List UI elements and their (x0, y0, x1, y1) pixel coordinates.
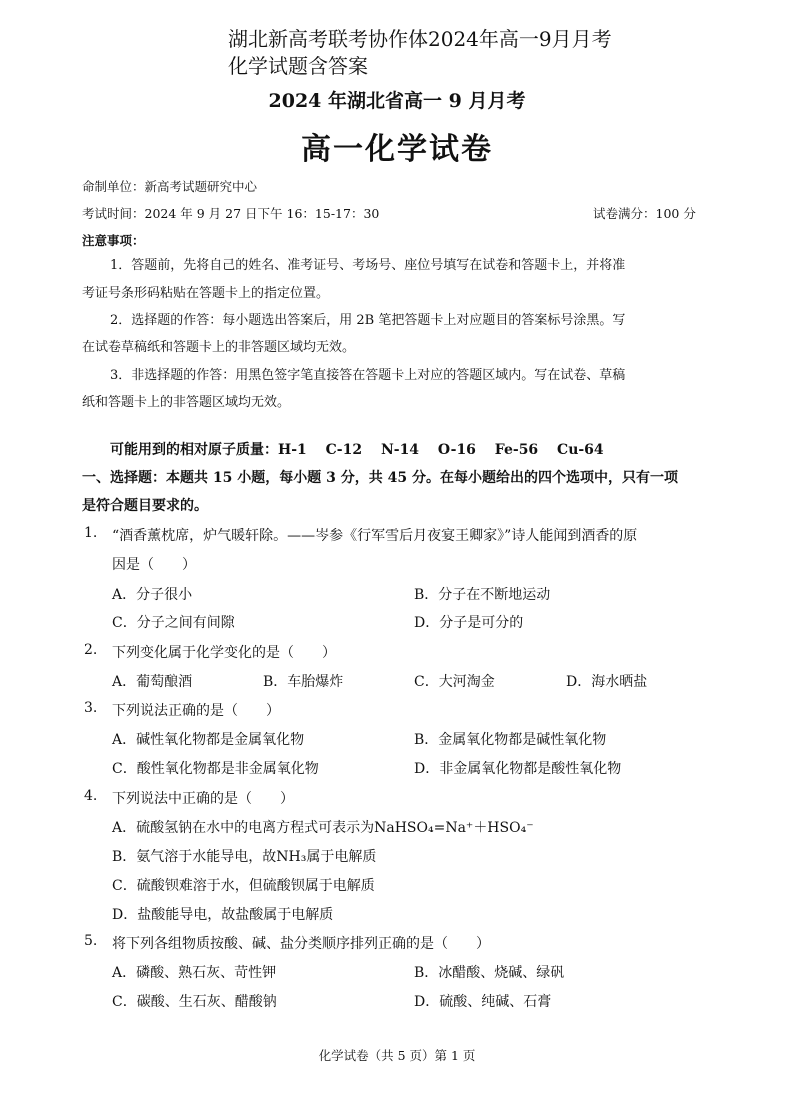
note-line: 纸和答题卡上的非答题区域均无效。 (82, 395, 291, 410)
option-d: D．海水晒盐 (566, 674, 648, 690)
option-a (112, 817, 534, 837)
option-a: A．葡萄酿酒 (112, 674, 193, 690)
note-line: 考证号条形码粘贴在答题卡上的指定位置。 (82, 286, 330, 301)
option-a: A．磷酸、熟石灰、苛性钾 (112, 965, 277, 981)
question-stem: 下列说法中正确的是（ ） (112, 791, 294, 807)
full-score: 试卷满分：100 分 (593, 206, 696, 221)
author-unit: 命制单位：新高考试题研究中心 (82, 179, 258, 194)
question-stem-cont: 因是（ ） (112, 557, 196, 573)
note-line: 在试卷草稿纸和答题卡上的非答题区域均无效。 (82, 340, 356, 355)
question-stem: 将下列各组物质按酸、碱、盐分类顺序排列正确的是（ ） (112, 936, 490, 952)
question-stem: 下列变化属于化学变化的是（ ） (112, 645, 336, 661)
option-a: A．碱性氧化物都是金属氧化物 (112, 732, 305, 748)
option-d: D．硫酸、纯碱、石膏 (414, 994, 552, 1010)
exam-time: 考试时间：2024 年 9 月 27 日下午 16：15-17：30 (82, 206, 380, 221)
ammonia-formula: NH₃ (276, 849, 307, 865)
option-c: C．碳酸、生石灰、醋酸钠 (112, 994, 277, 1010)
question-number: 4. (84, 788, 98, 804)
question-stem: “酒香薰枕席，炉气暖轩除。——岑参《行军雪后月夜宴王卿家》”诗人能闻到酒香的原 (112, 528, 638, 544)
section-heading-cont: 是符合题目要求的。 (82, 498, 208, 514)
note-line: 1．答题前，先将自己的姓名、准考证号、考场号、座位号填写在试卷和答题卡上，并将准 (110, 258, 626, 273)
option-d: D．非金属氧化物都是酸性氧化物 (414, 761, 622, 777)
section-heading: 一、选择题：本题共 15 小题，每小题 3 分，共 45 分。在每小题给出的四个选项中，只有一项 (82, 470, 678, 486)
question-number: 2. (84, 642, 98, 658)
question-number: 1. (84, 525, 98, 541)
note-line: 3．非选择题的作答：用黑色签字笔直接答在答题卡上对应的答题区域内。写在试卷、草稿 (110, 368, 626, 383)
atomic-masses: 可能用到的相对原子质量：H-1 C-12 N-14 O-16 Fe-56 Cu-64 (110, 442, 604, 458)
option-a: A．分子很小 (112, 587, 193, 603)
option-c: C．分子之间有间隙 (112, 615, 235, 631)
question-number: 3. (84, 700, 98, 716)
option-b-tail: 属于电解质 (306, 849, 377, 865)
option-c: C．大河淘金 (414, 674, 495, 690)
option-b: B．车胎爆炸 (263, 674, 344, 690)
option-b: B．分子在不断地运动 (414, 587, 551, 603)
option-b: B．冰醋酸、烧碱、绿矾 (414, 965, 565, 981)
option-d: D．盐酸能导电，故盐酸属于电解质 (112, 907, 334, 923)
question-number: 5. (84, 933, 98, 949)
option-c: C．酸性氧化物都是非金属氧化物 (112, 761, 319, 777)
option-d: D．分子是可分的 (414, 615, 524, 631)
ionization-equation: NaHSO₄=Na⁺＋HSO₄⁻ (374, 820, 534, 836)
option-b: B．金属氧化物都是碱性氧化物 (414, 732, 607, 748)
option-b (112, 846, 376, 866)
page-footer: 化学试卷（共 5 页）第 1 页 (318, 1048, 476, 1063)
option-a-text: A．硫酸氢钠在水中的电离方程式可表示为 (112, 820, 375, 836)
option-c: C．硫酸钡难溶于水，但硫酸钡属于电解质 (112, 878, 375, 894)
note-line: 2．选择题的作答：每小题选出答案后，用 2B 笔把答题卡上对应题目的答案标号涂黑。写 (110, 313, 626, 328)
document-title: 湖北新高考联考协作体2024年高一9月月考化学试题含答案 (228, 27, 612, 78)
exam-line: 2024 年湖北省高一 9 月月考 (268, 90, 526, 112)
main-title: 高一化学试卷 (301, 132, 493, 167)
question-stem: 下列说法正确的是（ ） (112, 703, 280, 719)
notes-heading: 注意事项： (82, 233, 145, 248)
option-b-text: B．氨气溶于水能导电，故 (112, 849, 277, 865)
